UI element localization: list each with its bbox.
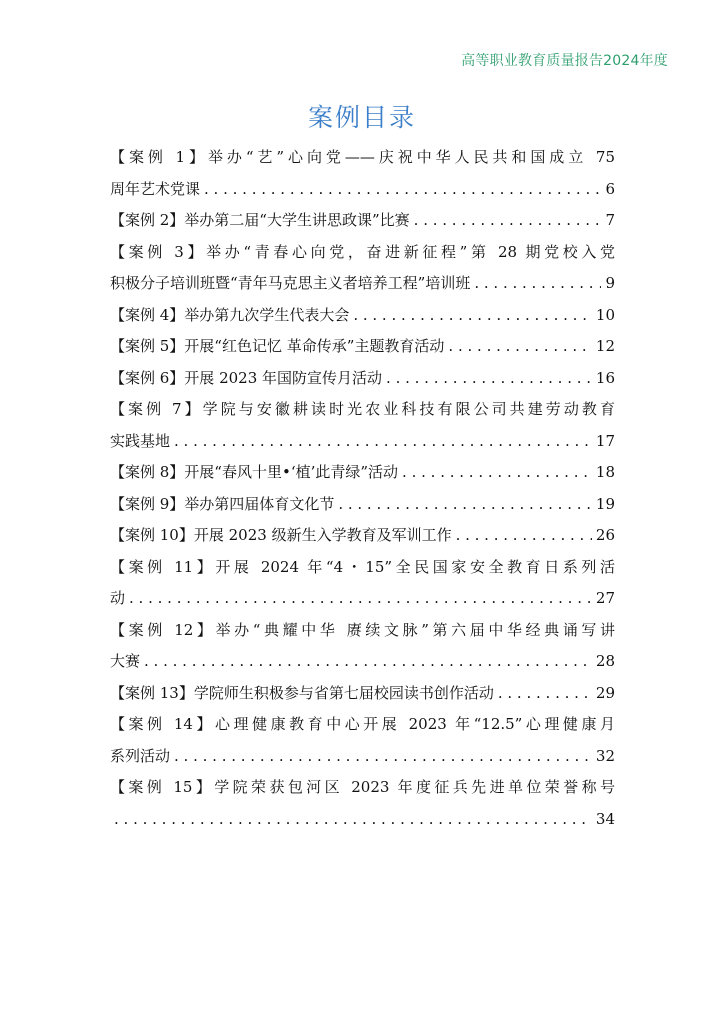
toc-entry-5[interactable]: [110, 331, 615, 363]
toc-entry-text-continued: 积极分子培训班暨“青年马克思主义者培养工程”培训班: [110, 274, 471, 292]
toc-entry-text: 【案例 9】举办第四届体育文化节: [110, 494, 335, 513]
page-number: 26: [595, 526, 615, 544]
toc-entry-text: 【案例 12】举办“典耀中华 赓续文脉”第六届中华经典诵写讲: [110, 620, 615, 639]
toc-entry-12[interactable]: [110, 615, 615, 678]
toc-entry-text: 【案例 1】举办“艺”心向党——庆祝中华人民共和国成立 75: [110, 148, 615, 166]
toc-entry-10[interactable]: [110, 520, 615, 552]
toc-entry-3[interactable]: [110, 237, 615, 300]
toc-entry-2[interactable]: [110, 205, 615, 237]
dot-leader: [498, 678, 592, 710]
dot-leader: [456, 520, 592, 552]
dot-leader: [174, 741, 592, 773]
toc-entry-text: 【案例 6】开展 2023 年国防宣传月活动: [110, 368, 383, 387]
dot-leader: [402, 457, 592, 489]
report-header: 高等职业教育质量报告2024年度: [461, 53, 668, 69]
dot-leader: [474, 268, 601, 300]
dot-leader: [448, 331, 591, 363]
toc-entry-7[interactable]: [110, 394, 615, 457]
toc-entry-text: 【案例 10】开展 2023 级新生入学教育及军训工作: [110, 526, 452, 544]
toc-entry-13[interactable]: [110, 678, 615, 710]
toc-entry-6[interactable]: [110, 363, 615, 395]
dot-leader: [144, 646, 592, 678]
toc-entry-text: 【案例 5】开展“红色记忆 革命传承”主题教育活动: [110, 337, 445, 355]
page-number: 12: [595, 337, 615, 355]
toc-entry-text: 【案例 4】举办第九次学生代表大会: [110, 305, 350, 324]
toc-entry-text: 【案例 14】心理健康教育中心开展 2023 年“12.5”心理健康月: [110, 715, 615, 733]
dot-leader: [386, 363, 592, 395]
page-number: 7: [605, 211, 615, 229]
dot-leader: [174, 426, 592, 458]
toc-entry-11[interactable]: [110, 552, 615, 615]
toc-entry-9[interactable]: [110, 489, 615, 521]
toc-entry-15[interactable]: [110, 772, 615, 835]
dot-leader: [414, 205, 602, 237]
page-number: 18: [595, 463, 615, 481]
toc-entry-8[interactable]: [110, 457, 615, 489]
page-number: 16: [595, 368, 615, 387]
toc-entry-text: 【案例 2】举办第二届“大学生讲思政课”比赛: [110, 211, 410, 229]
page-number: 28: [595, 652, 615, 670]
toc-entry-4[interactable]: [110, 300, 615, 332]
dot-leader: [353, 300, 592, 332]
page-number: 32: [595, 746, 615, 765]
dot-leader: [204, 174, 601, 206]
toc-entry-text-continued: 周年艺术党课: [110, 179, 201, 198]
page-number: 29: [595, 683, 615, 702]
toc-entry-text-continued: 实践基地: [110, 431, 171, 450]
page-number: 34: [595, 809, 615, 828]
toc-entry-text: 【案例 11】开展 2024 年“4・15”全民国家安全教育日系列活: [110, 557, 615, 576]
table-of-contents: [110, 142, 615, 835]
toc-entry-text: 【案例 3】举办“青春心向党，奋进新征程”第 28 期党校入党: [110, 242, 615, 261]
dot-leader: [114, 804, 592, 836]
page-number: 9: [605, 274, 615, 292]
page-number: 17: [595, 431, 615, 450]
toc-entry-text-continued: 大赛: [110, 652, 141, 670]
page-number: 27: [595, 589, 615, 607]
toc-title: 案例目录: [307, 103, 416, 132]
toc-entry-text-continued: 系列活动: [110, 746, 171, 765]
toc-entry-text: 【案例 13】学院师生积极参与省第七届校园读书创作活动: [110, 683, 494, 702]
toc-entry-text: 【案例 7】学院与安徽耕读时光农业科技有限公司共建劳动教育: [110, 400, 615, 418]
toc-entry-text: 【案例 15】学院荣获包河区 2023 年度征兵先进单位荣誉称号: [110, 778, 615, 796]
dot-leader: [129, 583, 592, 615]
page-number: 19: [595, 494, 615, 513]
toc-entry-1[interactable]: [110, 142, 615, 205]
page-number: 10: [595, 305, 615, 324]
toc-entry-text: 【案例 8】开展“春风十里•‘植’此青绿”活动: [110, 463, 399, 481]
toc-entry-14[interactable]: [110, 709, 615, 772]
page-number: 6: [605, 179, 615, 198]
toc-entry-text-continued: 动: [110, 589, 126, 607]
dot-leader: [338, 489, 592, 521]
